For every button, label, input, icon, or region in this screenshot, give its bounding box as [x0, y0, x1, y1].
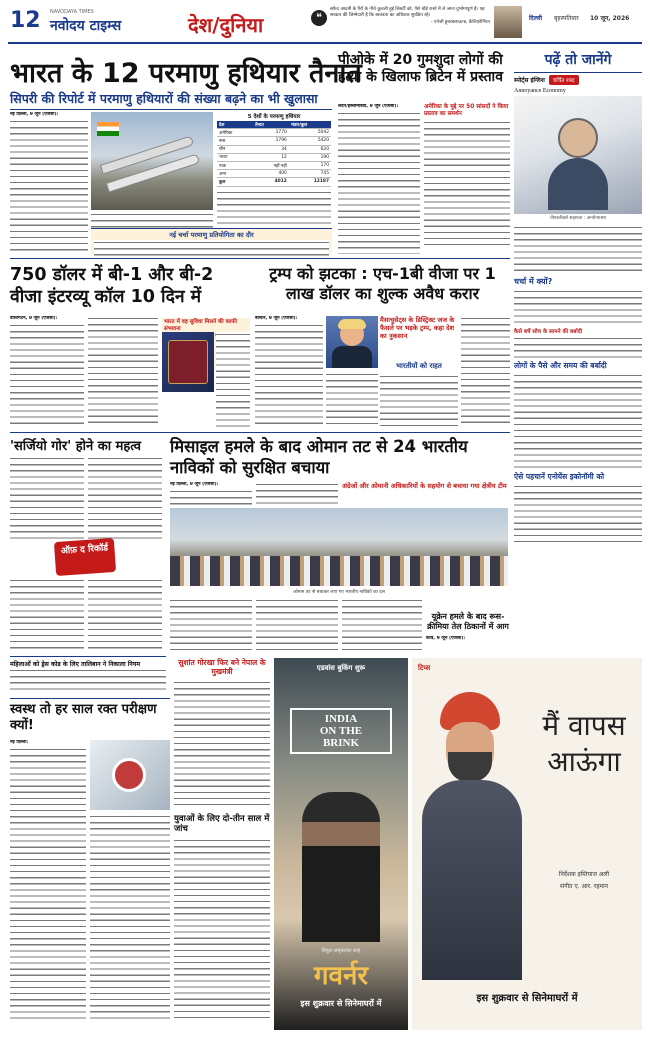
sushil-body — [174, 680, 270, 810]
oman-body-4 — [256, 598, 338, 654]
visa-dateline: वॉशिंगटन, 9 जून (एजेंसी): — [10, 316, 58, 321]
english-column — [514, 48, 642, 608]
ad1-release: इस शुक्रवार से सिनेमाघरों में — [300, 999, 382, 1008]
trump-photo — [326, 316, 378, 368]
off-record-label: ऑफ़ द रिकॉर्ड — [60, 543, 109, 557]
paper-label-small: NAVODAYA TIMES — [50, 9, 94, 15]
english-photo — [514, 96, 642, 214]
surgeon-body-2 — [88, 456, 162, 540]
table-header-row — [217, 121, 331, 129]
paper-label: नवोदय टाइम्स — [50, 18, 122, 34]
ukraine-dateline: कीव, 9 जून (एजेंसी): — [426, 636, 466, 641]
table-row — [217, 137, 331, 145]
sushil-headline: सुशांत गोरखा फिर बने नेपाल के मुखमंत्री — [178, 658, 266, 676]
ad2-title: मैं वापस आऊंगा — [542, 709, 626, 778]
visa-body-1 — [10, 316, 84, 428]
table-header: भंडार/कुल — [289, 121, 331, 129]
english-heading-1: चर्चा में क्यों? — [514, 277, 553, 286]
cell: 12187 — [289, 178, 331, 186]
english-heading-3: लोगों के पैसे और समय की बर्बादी — [514, 361, 607, 370]
ukraine-headline: यूक्रेन हमले के बाद रूस-क्रीमिया तेल ठिकानों में आग — [427, 612, 509, 631]
off-record-badge — [54, 538, 116, 576]
city: दिल्ली — [529, 15, 543, 22]
ad2-figure — [418, 682, 530, 982]
ad1-title2: ON THE — [319, 725, 363, 737]
trump-body-1 — [255, 316, 323, 428]
lead-col1 — [10, 112, 88, 252]
trump-body-2 — [326, 372, 378, 428]
quote-text: सफ़ेद आदमी के पैरों के नीचे कुचली हुई लिबर्टी को, ऐसे चौड़े रास्ते में ले जाना दुर्भाग्यपूर्ण है। यह सरकार की जिम्मेदारी है कि स्वतंत्रता का अधिकार सुरक्षित रहे। — [330, 7, 485, 18]
ad2-director: निर्देशक इम्तियाज अली — [558, 871, 610, 878]
table-row — [217, 178, 331, 186]
youth-body — [174, 838, 270, 1020]
cell: 12 — [253, 153, 289, 161]
table-row — [217, 161, 331, 169]
trump-body-4 — [461, 316, 510, 428]
cell: कुल — [217, 178, 253, 186]
trump-headline: ट्रम्प को झटका : एच-1बी वीजा पर 1 लाख डॉलर का शुल्क अवैध करार — [269, 264, 496, 303]
ad1-figure — [302, 792, 380, 942]
english-word: Annoyance Economy — [514, 88, 566, 94]
visa-body-2 — [88, 316, 158, 428]
health-body-1 — [10, 740, 86, 1020]
english-sub-row — [514, 72, 642, 87]
ad-vapas — [412, 658, 642, 1030]
health-photo — [90, 740, 170, 810]
ad2-release: इस शुक्रवार से सिनेमाघरों में — [476, 993, 578, 1004]
author-photo — [494, 6, 522, 38]
table-title: 5 देशों के परमाणु हथियार — [247, 114, 301, 120]
date: 10 जून, 2026 — [590, 15, 630, 22]
oman-photo — [170, 508, 508, 586]
ad1-top: एडवांस बुकिंग शुरू — [316, 664, 366, 672]
nuke-table — [217, 112, 331, 246]
cell: 5420 — [289, 137, 331, 145]
trump-subhead: भारतीयों को राहत — [396, 362, 442, 370]
taliban-body — [10, 668, 166, 694]
english-photo-caption: चीयरलीडर्स सहायता : अन्योन्याश्रय — [549, 216, 607, 221]
pok-sidebar — [424, 104, 510, 254]
english-sub: स्पोर्ट्स इंग्लिश — [514, 77, 545, 84]
cell: 745 — [289, 170, 331, 178]
table-row — [217, 129, 331, 137]
health-headline: स्वस्थ तो हर साल रक्त परीक्षण क्यों! — [10, 702, 157, 733]
cell: चीन — [217, 145, 253, 153]
ad-governor — [274, 658, 408, 1030]
ad1-title-box — [290, 708, 392, 754]
masthead — [0, 0, 650, 46]
visa-body-3 — [216, 332, 250, 428]
trump-pullquote: मैसाचुसेट्स के डिस्ट्रिक्ट जज के फैसले पर भड़के ट्रम्प, कहा देश का नुकसान — [380, 316, 455, 340]
quote-author: - एनेजी हूबरबलाऊन्ड, कैलिफ़ोर्नियन — [430, 19, 490, 25]
english-heading-4: ऐसे पहचानें एनोयेंस इकोनॉमी को — [514, 472, 605, 481]
pok-headline: पीओके में 20 गुमशुदा लोगों की हत्या के खिलाफ ब्रिटेन में प्रस्ताव — [338, 52, 503, 85]
cell: 620 — [289, 145, 331, 153]
trump-dateline: बोस्टन, 9 जून (एजेंसी): — [255, 316, 298, 321]
visa-box-title: भारत में वह सुविधा मिलने की काफी संभावना — [164, 319, 237, 332]
ad1-title1: INDIA — [324, 713, 358, 725]
oman-body-5 — [342, 598, 422, 654]
lead-box-title: नई चर्चा परमाणु प्रतियोगिता का दौर — [169, 231, 254, 239]
visa-photo — [162, 332, 214, 392]
oman-body-3 — [170, 598, 252, 654]
table-header: तैनात — [253, 121, 289, 129]
lead-subhead: सिपरी की रिपोर्ट में परमाणु हथियारों की संख्या बढ़ने का भी खुलासा — [10, 90, 332, 110]
health-dateline: नई दिल्ली: — [10, 740, 29, 745]
taliban-headline: महिलाओं को ड्रेस कोड के लिए तालिबान ने निकाला नियम — [10, 656, 166, 668]
table-row — [217, 170, 331, 178]
ukraine-body — [426, 636, 510, 654]
masthead-quote — [330, 7, 490, 25]
youth-heading: युवाओं के लिए दो-तीन साल में जांच — [174, 814, 270, 834]
cell: 170 — [289, 161, 331, 169]
cell: 4012 — [253, 178, 289, 186]
oman-callout: अंग्रेजों और ओमानी अधिकारियों के सहयोग से बचाया गया क्षेत्रीय टीम — [342, 482, 507, 490]
ad1-hindi-title: गवर्नर — [313, 961, 369, 991]
surgeon-body-4 — [88, 578, 162, 652]
trump-body-3 — [380, 374, 458, 428]
page-number: 12 — [10, 8, 41, 33]
table-row — [217, 153, 331, 161]
cell: भारत — [217, 153, 253, 161]
pok-body — [338, 104, 420, 254]
visa-headline: 750 डॉलर में बी-1 और बी-2 वीजा इंटरव्यू कॉल 10 दिन में — [10, 265, 214, 307]
cell: 5042 — [289, 129, 331, 137]
quote-icon: ❝ — [311, 10, 327, 26]
cell: रूस — [217, 137, 253, 145]
lead-box — [91, 228, 332, 254]
cell: नहीं नहीं — [253, 161, 289, 169]
english-title: पढ़ें तो जानेंगे — [544, 52, 612, 68]
masthead-rule — [8, 42, 642, 44]
table — [217, 121, 331, 187]
oman-headline: मिसाइल हमले के बाद ओमान तट से 24 भारतीय नाविकों को सुरक्षित बचाया — [170, 437, 468, 477]
ad2-music: संगीत ए. आर. रहमान — [560, 883, 608, 890]
lead-dateline: नई दिल्ली, 9 जून (एजेंसी): — [10, 112, 59, 117]
ad1-credit: विपुल अमृतलाल शाह — [321, 948, 361, 954]
table-header: देश — [217, 121, 253, 129]
cell: अमेरिका — [217, 129, 253, 137]
cell: पाक — [217, 161, 253, 169]
cell: 1796 — [253, 137, 289, 145]
cell: 190 — [289, 153, 331, 161]
pok-dateline: लंदन/इस्लामाबाद, 9 जून (एजेंसी): — [338, 104, 399, 109]
oman-photo-caption: ओमान तट से बचाकर लाए गए भारतीय नाविकों का दल — [293, 590, 385, 595]
cell: 34 — [253, 145, 289, 153]
ad1-title3: BRINK — [322, 737, 360, 749]
english-badge: चर्चित शब्द — [549, 75, 579, 85]
english-title-bar — [514, 48, 642, 72]
lead-headline: भारत के 12 परमाणु हथियार तैनात — [10, 58, 362, 89]
cell: 1770 — [253, 129, 289, 137]
surgeon-body-3 — [10, 578, 84, 652]
surgeon-body-1 — [10, 456, 84, 540]
ad2-brand: टिप्स — [418, 664, 431, 672]
table-row — [217, 145, 331, 153]
section-label: देश/दुनिया — [188, 13, 264, 37]
pok-sidebar-heading: अमेरिका के मुद्दे पर 50 सांसदों ने किया प्रस्ताव का समर्थन — [424, 104, 509, 117]
surgeon-headline: 'सर्जियो गोर' होने का महत्व — [10, 439, 141, 454]
missile-photo — [91, 112, 213, 210]
cell: 400 — [253, 170, 289, 178]
health-body-2 — [90, 814, 170, 1020]
english-heading-2: कैसे बचें सोच के सामने की बर्बादी — [514, 329, 583, 335]
oman-dateline: नई दिल्ली, 9 जून (एजेंसी): — [170, 482, 219, 487]
weekday: बृहस्पतिवार — [554, 15, 579, 22]
cell: अन्य — [217, 170, 253, 178]
